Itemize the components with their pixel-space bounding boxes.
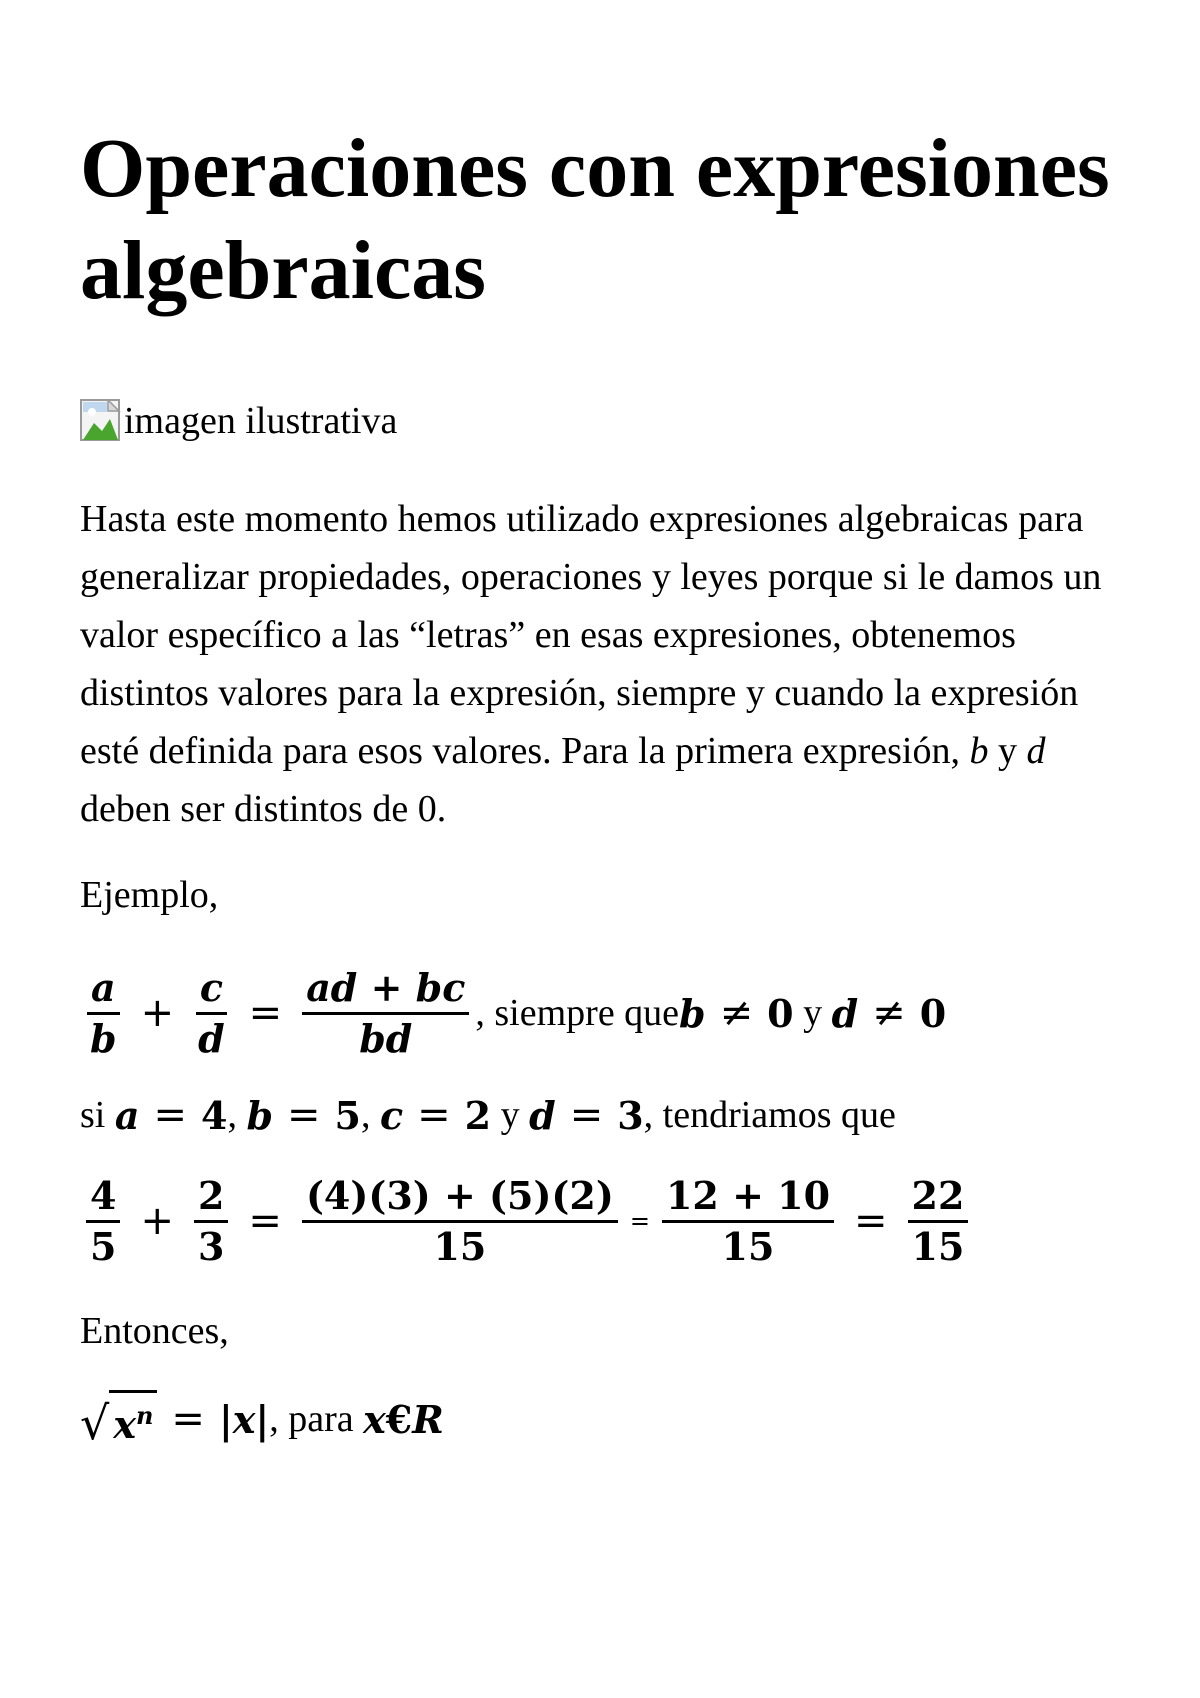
fraction-numerator: 22 [908,1172,969,1223]
var-c: c [380,1092,404,1138]
fraction-numerator: (4)(3) + (5)(2) [302,1172,618,1223]
fraction-products [302,1172,618,1271]
formula-fraction-sum-numeric [80,1166,1120,1276]
entonces-label: Entonces, [80,1310,229,1352]
var-b: b [246,1092,274,1138]
square-root [80,1390,157,1448]
formula-fraction-sum-general [80,958,1120,1068]
intro-text-1: Hasta este momento hemos utilizado expresiones algebraicas para generalizar propiedades, operaciones y leyes porque si le damos un valor específico a las “letras” en esas expresiones, obtenemos distintos valores para la expresión, siempre y cuando la expresión esté definida para esos valores. Para la primera expresión, [80,498,1102,772]
fraction-denominator: 15 [911,1223,965,1269]
separator: , [361,1094,380,1136]
condition-zero: 0 [919,990,947,1036]
value-d: 3 [617,1092,644,1138]
fraction-2-over-3 [194,1172,228,1271]
equals-operator: = [569,1092,604,1138]
para-text: , para [269,1398,364,1440]
not-equal-operator: ≠ [719,990,754,1036]
radical-sign: √ [80,1396,110,1450]
not-equal-operator: ≠ [872,990,906,1036]
fraction-4-over-5 [86,1172,120,1271]
real-set: R [412,1396,444,1442]
equals-operator: = [153,1092,187,1138]
condition-conj: y [793,992,832,1034]
plus-operator: + [140,1198,174,1244]
domain-var: x [363,1396,386,1442]
formula-sqrt-abs [80,1384,1120,1454]
var-d: d [529,1092,556,1138]
value-a: 4 [201,1092,228,1138]
value-b: 5 [334,1092,361,1138]
fraction-denominator: 15 [721,1223,775,1269]
radicand-exponent: n [135,1401,154,1430]
page-title: Operaciones con expresiones algebraicas [80,122,1110,317]
condition-var-b: b [679,990,706,1036]
fraction-numerator: 2 [194,1172,228,1223]
equals-operator: = [248,990,283,1036]
fraction-denominator: 3 [197,1223,225,1269]
variable-values-line [80,1086,1120,1144]
separator: , [227,1094,247,1136]
fraction-denominator: bd [359,1015,413,1061]
radicand-base: x [113,1402,136,1447]
intro-conj: y [988,730,1027,772]
fraction-denominator: d [198,1015,225,1061]
plus-operator: + [140,990,175,1036]
set-membership-symbol: € [385,1396,413,1442]
equals-operator: = [287,1092,321,1138]
fraction-numerator: 4 [86,1172,120,1223]
condition-var-d: d [831,990,859,1036]
var-a: a [114,1092,140,1138]
intro-var-d: d [1026,730,1046,772]
fraction-c-over-d [194,964,229,1063]
fraction-numerator: c [196,964,227,1015]
intro-paragraph [80,490,1120,838]
fraction-denominator: b [90,1015,117,1061]
fraction-denominator: 15 [433,1223,487,1269]
fraction-result [302,964,469,1063]
value-c: 2 [464,1092,492,1138]
radicand [109,1390,157,1448]
ejemplo-label: Ejemplo, [80,874,219,916]
equals-operator: = [248,1198,282,1244]
intro-text-2: deben ser distintos de 0. [80,788,447,830]
equals-operator: = [171,1396,205,1442]
fraction-numerator: 12 + 10 [662,1172,834,1223]
absolute-value: |x| [218,1396,270,1442]
equals-operator: = [854,1198,888,1244]
conj: y [491,1094,530,1136]
formula-condition-text: , siempre que [475,992,680,1034]
fraction-a-over-b [86,964,121,1063]
intro-var-b: b [969,730,989,772]
fraction-sum [662,1172,834,1271]
fraction-numerator: ad + bc [302,964,469,1015]
condition-zero: 0 [767,990,794,1036]
broken-image-icon [80,399,122,443]
equals-operator-small: = [629,1207,650,1235]
tail-text: , tendriamos que [643,1094,896,1136]
si-text: si [80,1094,115,1136]
fraction-numerator: a [87,964,120,1015]
fraction-denominator: 5 [90,1223,117,1269]
image-alt-text: imagen ilustrativa [124,400,398,442]
equals-operator: = [417,1092,451,1138]
illustrative-image [80,396,1120,446]
fraction-result [908,1172,969,1271]
